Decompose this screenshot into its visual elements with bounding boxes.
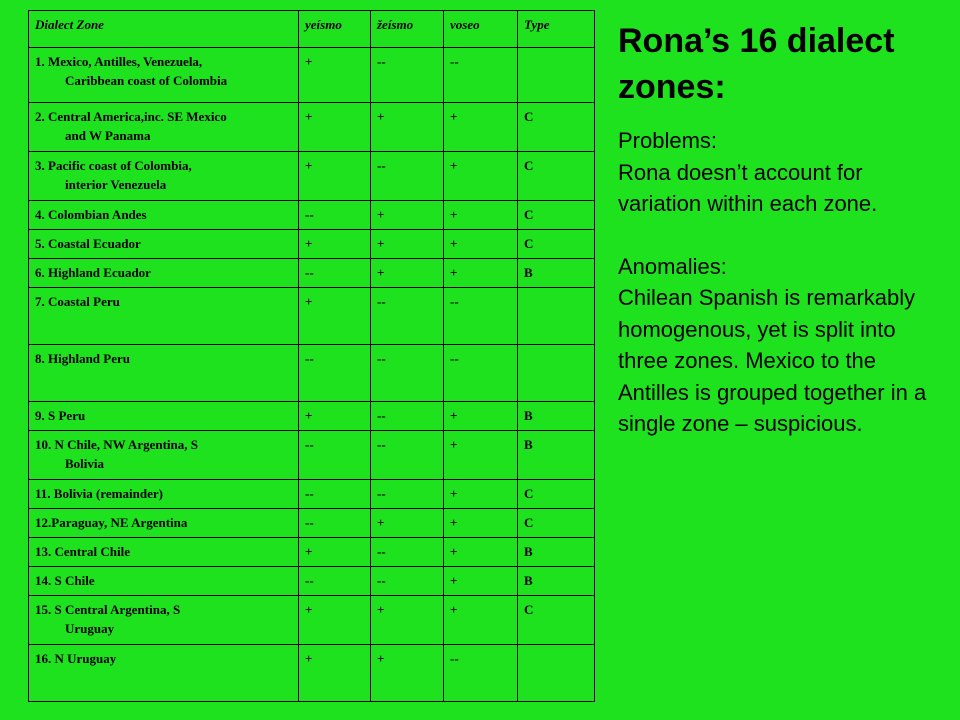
cell-type <box>518 345 595 402</box>
table-row <box>29 480 595 509</box>
slide-title: Rona’s 16 dialect zones: <box>618 22 895 106</box>
zone-text-line: 6. Highland Ecuador <box>35 265 151 280</box>
cell-yeismo: -- <box>299 345 371 402</box>
zone-text-line: 7. Coastal Peru <box>35 294 120 309</box>
table-row <box>29 345 595 402</box>
problems-text: Rona doesn’t account for variation within each zone. <box>618 159 878 216</box>
zone-text-line: 2. Central America,inc. SE Mexico <box>35 109 227 124</box>
cell-voseo: + <box>444 103 518 152</box>
cell-dialect-zone <box>29 402 299 431</box>
zone-text-line: 15. S Central Argentina, S <box>35 602 181 617</box>
table-row <box>29 645 595 702</box>
cell-zeismo: -- <box>371 480 444 509</box>
cell-type <box>518 48 595 103</box>
cell-dialect-zone <box>29 596 299 645</box>
cell-zeismo: -- <box>371 152 444 201</box>
cell-type: C <box>518 509 595 538</box>
cell-type <box>518 288 595 345</box>
table-row <box>29 596 595 645</box>
cell-yeismo: + <box>299 48 371 103</box>
cell-type: C <box>518 103 595 152</box>
cell-zeismo: + <box>371 645 444 702</box>
header-dialect-zone: Dialect Zone <box>29 11 299 48</box>
cell-dialect-zone <box>29 645 299 702</box>
cell-voseo: + <box>444 480 518 509</box>
anomalies-text: Chilean Spanish is remarkably homogenous, yet is split into three zones. Mexico to the Antilles is grouped together in a single zone – suspicious. <box>618 285 927 436</box>
cell-yeismo: + <box>299 596 371 645</box>
zone-text-line: interior Venezuela <box>65 177 167 192</box>
table-row <box>29 567 595 596</box>
cell-dialect-zone <box>29 480 299 509</box>
zone-text-line: 10. N Chile, NW Argentina, S <box>35 437 198 452</box>
cell-dialect-zone <box>29 345 299 402</box>
zone-text-line: 8. Highland Peru <box>35 351 130 366</box>
cell-zeismo: -- <box>371 48 444 103</box>
cell-voseo: + <box>444 431 518 480</box>
table-row <box>29 230 595 259</box>
cell-voseo: -- <box>444 345 518 402</box>
zone-text-line: 9. S Peru <box>35 408 86 423</box>
cell-yeismo: + <box>299 103 371 152</box>
cell-zeismo: + <box>371 596 444 645</box>
cell-type: C <box>518 596 595 645</box>
cell-dialect-zone <box>29 201 299 230</box>
cell-dialect-zone <box>29 567 299 596</box>
zone-text-line: 11. Bolivia (remainder) <box>35 486 163 501</box>
table-row <box>29 402 595 431</box>
cell-voseo: + <box>444 152 518 201</box>
cell-type: C <box>518 230 595 259</box>
cell-zeismo: -- <box>371 538 444 567</box>
dialect-zone-table <box>28 10 595 702</box>
cell-yeismo: -- <box>299 567 371 596</box>
table-row <box>29 288 595 345</box>
zone-text-line: 16. N Uruguay <box>35 651 117 666</box>
cell-voseo: -- <box>444 288 518 345</box>
cell-zeismo: -- <box>371 288 444 345</box>
zone-text-line: Bolivia <box>65 456 105 471</box>
cell-dialect-zone <box>29 48 299 103</box>
cell-type <box>518 645 595 702</box>
cell-yeismo: + <box>299 645 371 702</box>
cell-voseo: + <box>444 509 518 538</box>
cell-voseo: + <box>444 230 518 259</box>
cell-zeismo: + <box>371 509 444 538</box>
cell-voseo: + <box>444 259 518 288</box>
cell-dialect-zone <box>29 230 299 259</box>
cell-zeismo: -- <box>371 402 444 431</box>
cell-yeismo: + <box>299 538 371 567</box>
table-header-row <box>29 11 595 48</box>
cell-dialect-zone <box>29 431 299 480</box>
cell-yeismo: + <box>299 152 371 201</box>
problems-heading: Problems: <box>618 128 718 153</box>
cell-zeismo: + <box>371 230 444 259</box>
zone-text-line: 1. Mexico, Antilles, Venezuela, <box>35 54 203 69</box>
header-type: Type <box>518 11 595 48</box>
cell-type: B <box>518 259 595 288</box>
cell-dialect-zone <box>29 509 299 538</box>
header-voseo: voseo <box>444 11 518 48</box>
table-row <box>29 538 595 567</box>
table-row <box>29 152 595 201</box>
cell-yeismo: -- <box>299 201 371 230</box>
table-row <box>29 48 595 103</box>
table-row <box>29 431 595 480</box>
zone-text-line: 4. Colombian Andes <box>35 207 147 222</box>
cell-type: C <box>518 480 595 509</box>
header-zeismo: žeísmo <box>371 11 444 48</box>
cell-yeismo: -- <box>299 431 371 480</box>
header-yeismo: yeísmo <box>299 11 371 48</box>
cell-yeismo: + <box>299 288 371 345</box>
table-row <box>29 201 595 230</box>
zone-text-line: Caribbean coast of Colombia <box>65 73 228 88</box>
cell-dialect-zone <box>29 103 299 152</box>
anomalies-heading: Anomalies: <box>618 253 727 279</box>
cell-voseo: -- <box>444 48 518 103</box>
table-row <box>29 103 595 152</box>
cell-type: C <box>518 152 595 201</box>
cell-zeismo: -- <box>371 345 444 402</box>
cell-voseo: -- <box>444 645 518 702</box>
cell-dialect-zone <box>29 259 299 288</box>
cell-voseo: + <box>444 596 518 645</box>
cell-zeismo: + <box>371 103 444 152</box>
cell-yeismo: -- <box>299 259 371 288</box>
zone-text-line: 3. Pacific coast of Colombia, <box>35 158 192 173</box>
cell-type: B <box>518 538 595 567</box>
zone-text-line: and W Panama <box>65 128 151 143</box>
cell-type: B <box>518 431 595 480</box>
cell-dialect-zone <box>29 538 299 567</box>
cell-zeismo: + <box>371 201 444 230</box>
cell-zeismo: -- <box>371 431 444 480</box>
zone-text-line: 14. S Chile <box>35 573 95 588</box>
cell-yeismo: -- <box>299 480 371 509</box>
zone-text-line: 13. Central Chile <box>35 544 130 559</box>
commentary-panel <box>618 18 948 440</box>
cell-yeismo: + <box>299 402 371 431</box>
cell-dialect-zone <box>29 288 299 345</box>
cell-type: B <box>518 402 595 431</box>
cell-type: C <box>518 201 595 230</box>
cell-zeismo: + <box>371 259 444 288</box>
cell-voseo: + <box>444 567 518 596</box>
cell-voseo: + <box>444 538 518 567</box>
zone-text-line: Uruguay <box>65 621 115 636</box>
table-row <box>29 509 595 538</box>
cell-type: B <box>518 567 595 596</box>
cell-yeismo: -- <box>299 509 371 538</box>
cell-voseo: + <box>444 402 518 431</box>
cell-voseo: + <box>444 201 518 230</box>
cell-dialect-zone <box>29 152 299 201</box>
cell-yeismo: + <box>299 230 371 259</box>
zone-text-line: 12.Paraguay, NE Argentina <box>35 515 188 530</box>
cell-zeismo: -- <box>371 567 444 596</box>
table-row <box>29 259 595 288</box>
zone-text-line: 5. Coastal Ecuador <box>35 236 141 251</box>
